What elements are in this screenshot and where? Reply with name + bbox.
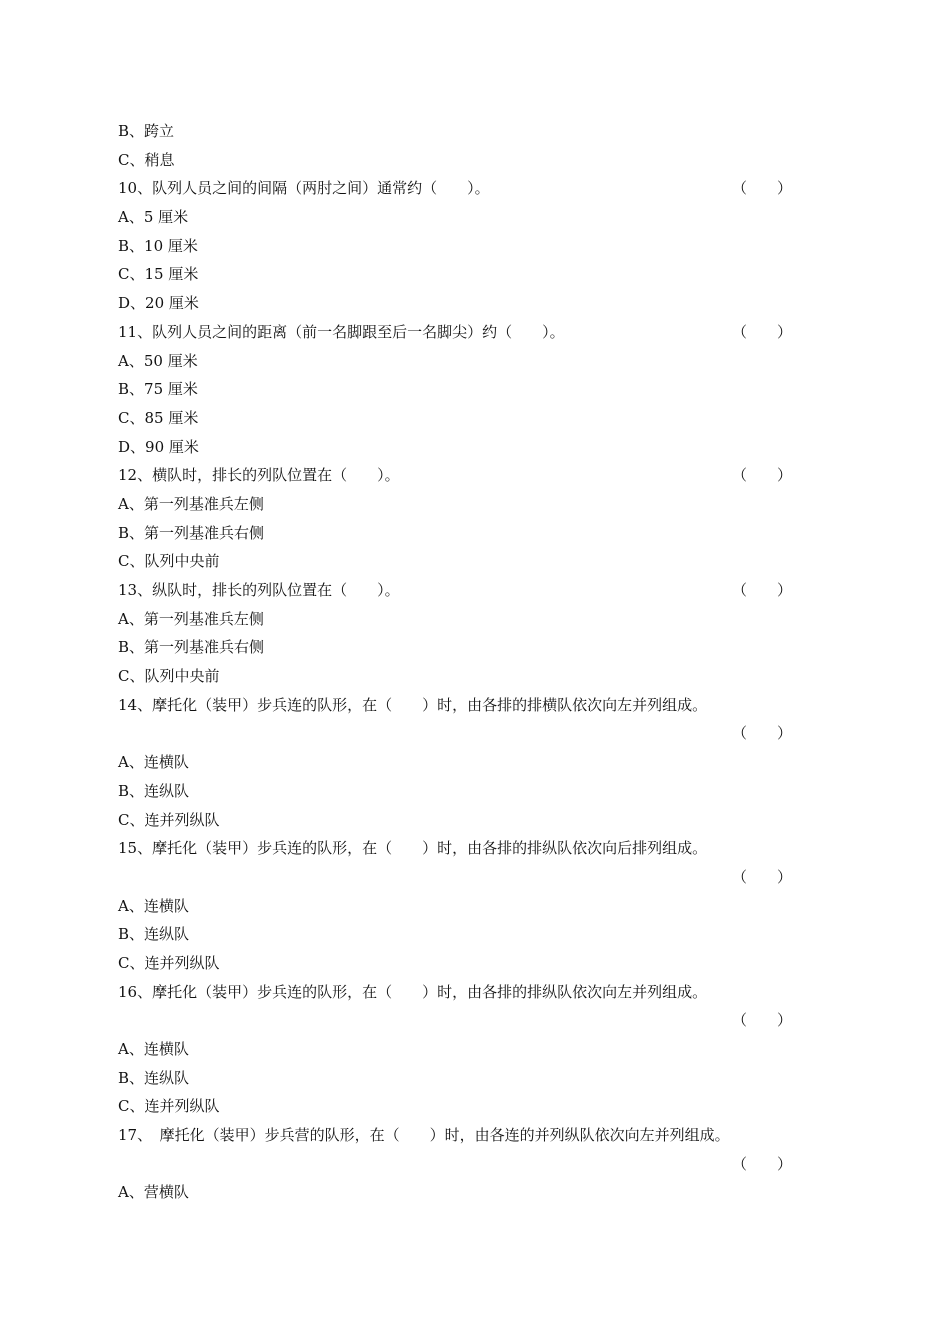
answer-bracket: （ ）: [731, 581, 792, 599]
option-line: [118, 404, 792, 433]
question-line: [118, 834, 792, 863]
line-text: A、第一列基准兵左侧: [118, 494, 264, 513]
answer-bracket: （ ）: [731, 466, 792, 485]
option-line: [118, 117, 792, 146]
option-line: [118, 375, 792, 404]
answer-bracket: （ ）: [731, 1154, 792, 1173]
answer-bracket: （ ）: [731, 322, 792, 341]
line-text: 16、摩托化（装甲）步兵连的队形，在（ ）时，由各排的排纵队依次向左并列组成。: [118, 982, 708, 1001]
option-line: [118, 519, 792, 548]
line-text: B、连纵队: [118, 781, 190, 800]
option-line: [118, 662, 792, 691]
line-text: B、跨立: [118, 122, 175, 140]
option-line: [118, 232, 792, 261]
line-text: D、90 厘米: [118, 437, 199, 456]
answer-bracket-line: [118, 863, 792, 892]
option-line: [118, 347, 792, 376]
option-line: [118, 547, 792, 576]
line-text: A、连横队: [118, 1040, 189, 1058]
option-line: [118, 203, 792, 232]
line-text: A、5 厘米: [118, 208, 189, 227]
option-line: [118, 1064, 792, 1093]
answer-bracket: （ ）: [731, 1011, 792, 1030]
answer-bracket-line: [118, 719, 792, 748]
answer-bracket: （ ）: [731, 867, 792, 886]
line-text: B、10 厘米: [118, 236, 198, 255]
option-line: [118, 777, 792, 806]
option-line: [118, 748, 792, 777]
line-text: C、队列中央前: [118, 667, 220, 686]
line-text: A、50 厘米: [118, 351, 198, 370]
question-line: [118, 174, 792, 203]
question-line: [118, 461, 792, 490]
option-line: [118, 1092, 792, 1121]
question-line: [118, 691, 792, 720]
answer-bracket-line: [118, 1150, 792, 1179]
line-text: B、第一列基准兵右侧: [118, 523, 265, 542]
line-text: C、连并列纵队: [118, 1097, 220, 1116]
line-text: D、20 厘米: [118, 294, 199, 313]
line-text: 12、横队时，排长的列队位置在（ ）。: [118, 466, 400, 485]
line-text: A、连横队: [118, 753, 189, 772]
option-line: [118, 1178, 792, 1207]
line-text: 15、摩托化（装甲）步兵连的队形，在（ ）时，由各排的排纵队依次向后排列组成。: [118, 839, 708, 858]
line-text: C、连并列纵队: [118, 953, 220, 972]
answer-bracket-line: [118, 1006, 792, 1035]
option-line: [118, 1035, 792, 1064]
option-line: [118, 289, 792, 318]
line-text: 17、 摩托化（装甲）步兵营的队形，在（ ）时，由各连的并列纵队依次向左并列组成。: [118, 1126, 730, 1145]
line-text: A、第一列基准兵左侧: [118, 609, 264, 628]
line-text: A、营横队: [118, 1183, 189, 1202]
question-list: [118, 117, 792, 1207]
line-text: B、75 厘米: [118, 380, 198, 399]
option-line: [118, 633, 792, 662]
question-line: [118, 576, 792, 605]
option-line: [118, 433, 792, 462]
line-text: C、连并列纵队: [118, 810, 220, 829]
line-text: B、第一列基准兵右侧: [118, 638, 265, 657]
answer-bracket: （ ）: [731, 724, 792, 743]
option-line: [118, 806, 792, 835]
question-line: [118, 978, 792, 1007]
line-text: B、连纵队: [118, 925, 190, 944]
line-text: C、85 厘米: [118, 408, 199, 427]
line-text: C、稍息: [118, 150, 175, 169]
option-line: [118, 146, 792, 175]
option-line: [118, 920, 792, 949]
line-text: 13、纵队时，排长的列队位置在（ ）。: [118, 581, 400, 599]
line-text: B、连纵队: [118, 1068, 190, 1087]
option-line: [118, 949, 792, 978]
line-text: A、连横队: [118, 896, 189, 915]
question-line: [118, 318, 792, 347]
option-line: [118, 605, 792, 634]
line-text: 10、队列人员之间的间隔（两肘之间）通常约（ ）。: [118, 179, 490, 198]
line-text: 11、队列人员之间的距离（前一名脚跟至后一名脚尖）约（ ）。: [118, 322, 565, 341]
line-text: C、15 厘米: [118, 265, 199, 284]
option-line: [118, 490, 792, 519]
line-text: C、队列中央前: [118, 552, 220, 571]
question-line: [118, 1121, 792, 1150]
option-line: [118, 260, 792, 289]
option-line: [118, 892, 792, 921]
line-text: 14、摩托化（装甲）步兵连的队形，在（ ）时，由各排的排横队依次向左并列组成。: [118, 695, 708, 714]
answer-bracket: （ ）: [731, 179, 792, 198]
